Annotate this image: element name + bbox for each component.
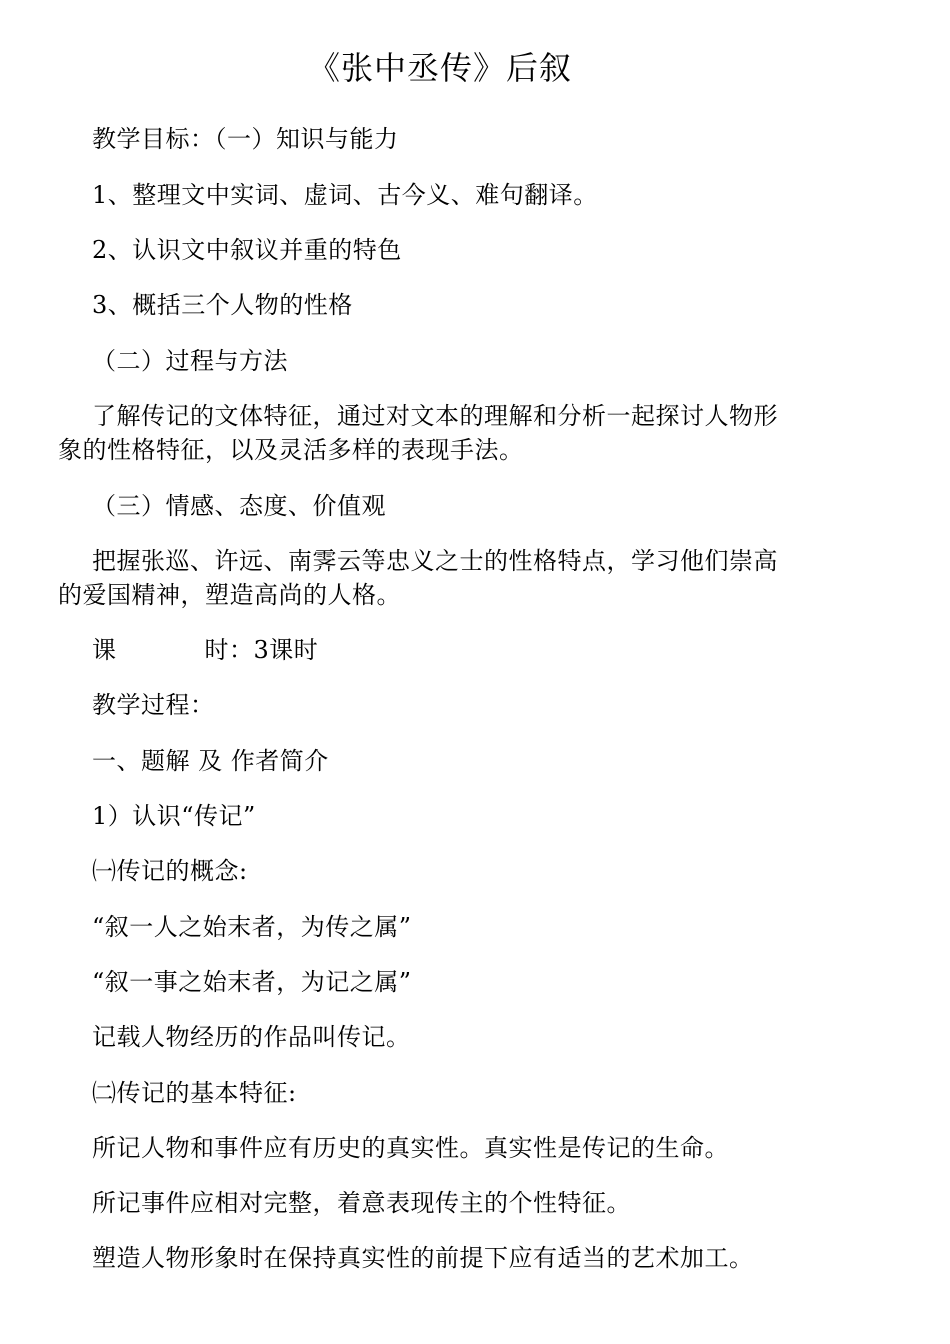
- feature-3: 塑造人物形象时在保持真实性的前提下应有适当的艺术加工。: [92, 1244, 754, 1272]
- process-heading: （二）过程与方法: [92, 347, 288, 375]
- class-hours-label-b: 时：3课时: [204, 636, 319, 664]
- section-1-heading: 一、题解 及 作者简介: [92, 747, 329, 775]
- feature-1: 所记人物和事件应有历史的真实性。真实性是传记的生命。: [92, 1134, 729, 1162]
- quote-2: “叙一事之始末者，为记之属”: [92, 968, 412, 996]
- concept-heading: ㈠传记的概念:: [92, 857, 248, 885]
- teaching-process-heading: 教学过程：: [92, 691, 215, 719]
- objectives-heading: 教学目标：（一）知识与能力: [92, 125, 399, 153]
- objective-1: 1、整理文中实词、虚词、古今义、难句翻译。: [92, 181, 598, 209]
- emotion-paragraph: 把握张巡、许远、南霁云等忠义之士的性格特点，学习他们崇高的爱国精神，塑造高尚的人格。: [58, 547, 778, 609]
- class-hours: [92, 633, 318, 667]
- definition: 记载人物经历的作品叫传记。: [92, 1023, 411, 1051]
- objective-2: 2、认识文中叙议并重的特色: [92, 236, 402, 264]
- features-heading: ㈡传记的基本特征:: [92, 1079, 297, 1107]
- emotion-heading: （三）情感、态度、价值观: [92, 492, 386, 520]
- feature-2: 所记事件应相对完整，着意表现传主的个性特征。: [92, 1189, 631, 1217]
- quote-1: “叙一人之始末者，为传之属”: [92, 913, 412, 941]
- class-hours-label-a: 课: [92, 636, 117, 664]
- document-title: 《张中丞传》后叙: [307, 49, 572, 87]
- item-1: 1）认识“传记”: [92, 802, 256, 830]
- objective-3: 3、概括三个人物的性格: [92, 291, 353, 319]
- process-paragraph: 了解传记的文体特征，通过对文本的理解和分析一起探讨人物形象的性格特征，以及灵活多样的表现手法。: [58, 402, 778, 464]
